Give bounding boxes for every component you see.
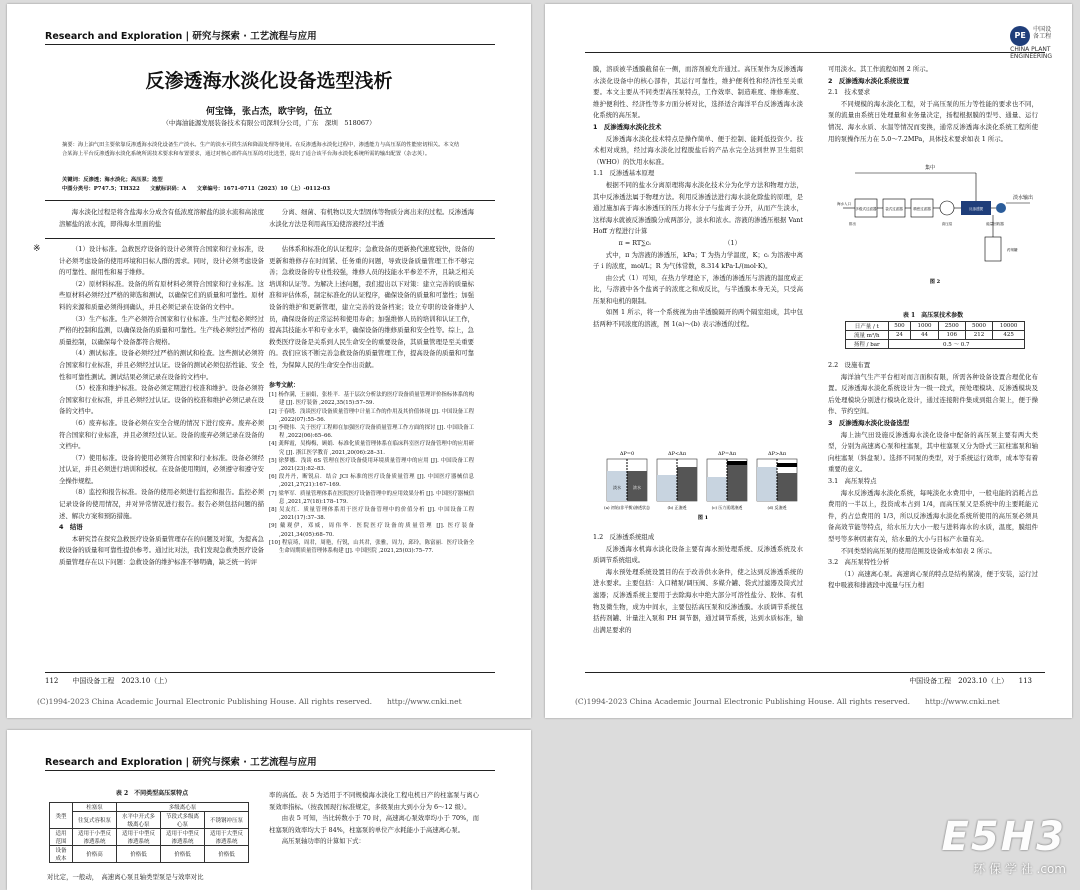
table-1-caption: 表 1 高压泵技术参数 [902, 312, 964, 319]
chemical-tank [985, 237, 1001, 261]
fresh-water-label: 淡水 [613, 485, 621, 490]
page-footer: 112 中国设备工程 2023.10（上） [45, 677, 172, 685]
header-rule [585, 52, 1045, 53]
authors: 何宝锋，张占杰，欧宇钧，伍立 [205, 107, 332, 117]
panel-b-caption: (b) 正渗透 [667, 505, 687, 510]
reference-item: [6] 段丹丹，断锐启．结合 JCI 标准的医疗设备质量管理 [J]. 中国医疗器械信息 ,2021,27(21):167–169. [269, 474, 474, 489]
flow-label: 海水入口 [837, 202, 851, 206]
panel-a-label: ΔP=0 [619, 451, 635, 457]
reference-item: [8] 吴友红．质量管理体系用于医疗设备管理中的价值分析 [J]. 中国设备工程 ,2021(17):37–38. [269, 506, 474, 522]
site-watermark: E5H3 环 保 学 社 .com [941, 814, 1066, 876]
osmosis-panel-a [604, 451, 651, 510]
table-1 [845, 321, 1025, 349]
column-left: 对比定，一般动， 高速离心泵且轴类型泵是与效率对比 [47, 873, 204, 881]
keywords: 关键词：反渗透；海水淡化；高压泵；选型 [62, 177, 163, 183]
abstract-rule [45, 200, 495, 201]
flow-label: 药剂罐 [1007, 248, 1018, 252]
formula: π = RT∑cᵢ （1） [618, 238, 741, 247]
panel-d-label: ΔP>Δπ [767, 451, 787, 457]
panel-c-caption: (c) 压力延缓渗透 [711, 505, 743, 510]
reference-item: [2] 于春晓．浅谈医疗设备质量管理中计量工作的作用及其价值体现 [J]. 中国设备工程 ,2022(07):55–56. [269, 408, 474, 423]
header-rule [45, 44, 495, 45]
flow-label: 高压泵 [941, 222, 953, 226]
flow-label: 排出 [849, 222, 856, 226]
reference-list [269, 391, 474, 555]
column-right: 率的高低。表 5 为适用于不同规模海水淡化工程电机日产的柱塞泵与离心泵效率指标。（按我国现行标准规定，多级泵由大到小分为 6～12 级）。 由表 5 可知，当比转数小于 70 时，高速离心泵效率均小于 70%，而柱塞泵的效率均大于 84%，柱塞泵的单位产水耗能小于高速离心泵。 高压泵轴功率的计算如下式： [269, 791, 479, 846]
page-114 [7, 730, 531, 890]
column-left: 膜，溶质被半透膜截留在一侧，而溶剂被允许通过。高压泵作为反渗透海水淡化设备中的核心部件，其运行可靠性，维护便利性和经济性至关重要。本文主要从不同类型高压泵特点，工作效率、制造难度、维修难度、维护便利性、经济性等多方面分析对比，选择适合海洋平台反渗透海水淡化系统的高压泵。 1 反渗透海水淡化技术 反渗透海水淡化技术特点是操作简单、便于控制、能耗低投资少。技术相对成熟，经过海水淡化过程脱盐后的产品水完全达到世界卫生组织（WHO）的饮用水标准。 1.1 反渗透基本原理 根据不同的盐水分离原理将海水淡化技术分为化学方法和物理方法，其中反渗透法属于物理方法。利用反渗透法进行海水淡化除盐的原理，是通过施加高于海水渗透压的压力将水分子与盐离子分开，从而产生淡水，这样海水就被反渗透膜分成两部分，淡水和浓水。溶液的渗透压根据 Vant Hoff 方程进行计算 π = RT∑cᵢ （1） 式中，π 为溶液的渗透压，kPa；T 为热力学温度，K；cᵢ 为溶液中离子 i 的浓度，mol/L；R 为气体常数，8.314 kPa·L/(mol·K)。 由公式（1）可知，在热力学理论下，渗透的渗透压与溶液的温度成正比，与溶液中各个盐离子的浓度之和成反比，与半透膜本身无关，只受高压泵和电机的限制。 如图 1 所示，将一个系统视为由半透膜隔开的两个隔室组成，其中包括两种不同浓度的溶液，图 1(a)～(b) 表示渗透的过程。 [593, 65, 803, 329]
page-113 [545, 4, 1072, 718]
table-row: 流量 m³/h 24 44 106 212 425 [846, 331, 1025, 340]
asterisk-mark: ※ [33, 244, 41, 254]
classification-meta: 中图分类号：P747.5；TH322 文献标识码：A 文章编号：1671-0711（2023）10（上）-0112-03 [62, 186, 331, 192]
table-row: 适用范围 适用于小型反渗透系统 适用于中型反渗透系统 适用于中型反渗透系统 适用于大型反渗透系统 [50, 829, 249, 846]
figure-1-osmosis-diagram [603, 447, 803, 522]
figure-2-caption: 图 2 [929, 279, 941, 285]
table-row: 设备成本 价格高 价格低 价格低 价格低 [50, 846, 249, 863]
flow-label: 淡水输出 [1013, 195, 1034, 201]
abstract: 摘要：海上油气田主要依靠反渗透海水淡化设备生产淡水。生产的淡水可供生活和降温处理等使用。在反渗透海水淡化过程中，渗透能力与高压泵的性能密切相关。本文结合某海上平台反渗透海水淡化系统所需技术要求和布置要求，通过对核心部件高压泵的对比选型，提出了适合该平台海水淡化系统所需的输出配置（杂志英）。 [62, 142, 460, 157]
column-right-lower: 2.2 设施布置 海洋油气生产平台相对而言面积有限，所需各种设备设置合理优化布置。反渗透海水淡化系统设计为一级一段式，预处理模块、反渗透模块及后处理模块分别进行模块化设计，通过连接附件集成到组合架上，便于操作、节约空间。 3 反渗透海水淡化设备选型 海上油气田设施反渗透海水淡化设备中配备的高压泵主要有两大类型，分别为高速离心泵和柱塞泵，其中柱塞泵又分为卧式三缸柱塞泵和轴向柱塞泵（斜盘泵）。选择不同泵的类型，对于系统运行效率，成本等有着重要的意义。 3.1 高压泵特点 海水反渗透海水淡化系统，每吨淡化水费用中，一般电能的消耗占总费用的一半以上，投资成本占到 1/4，而高压泵又是系统中的主要耗能元件，约占总费用的 1/3，所以反渗透海水淡化系统所使用的高压泵必须具备高效节能等特点，给水压力大小一般与进料海水的水质，温度，膜组件型号等多种因素有关，给水量的大小与目标产水量有关。 不同类型的高压泵的使用范围及设备成本如表 2 所示。 3.2 高压泵特性分析 （1）高速离心泵。高速离心泵的特点是结构紧凑，便于安装，运行过程中吸液和排液段中流量与压力相 [828, 361, 1038, 590]
panel-a-caption: (a) 初始(非平衡)渗透状态 [604, 505, 650, 510]
energy-recovery-symbol [996, 203, 1006, 213]
footer-rule [45, 672, 495, 673]
column-left: （1）设计标准。急救医疗设备的设计必须符合国家和行业标准，设计必须考虑设备的使用环境和目标人群的需求。同时，设计必须考虑设备的可靠性、耐用性和易于维修。 （2）原材料标准。设备的所有原材料必须符合国家和行业标准。这些原材料必须经过严格的筛选和测试，以确保它们的质量和可靠性。原材料的来源和质量必须得到确认，并且必须记录在设备的文档中。 （3）生产标准。生产必须符合国家和行业标准。生产过程必须经过严格的控制和监测，以确保设备的质量和可靠性。生产线必须经过严格的质量控制，以确保每个设备都符合规格。 （4）测试标准。设备必须经过严格的测试和检查。这些测试必须符合国家和行业标准，并且必须经过认证。设备的测试必须包括性能、安全性和可靠性测试。测试结果必须记录在设备的文档中。 （5）校准和维护标准。设备必须定期进行校准和维护。设备必须符合国家和行业标准，并且必须经过认证。设备的校准和维护必须记录在设备的文档中。 （6）废弃标准。设备必须在安全合规的情况下进行废弃。废弃必须符合国家和行业标准，并且必须经过认证。设备的废弃必须记录在设备的文档中。 （7）使用标准。设备的使用必须符合国家和行业标准。设备必须经过认证，并且必须进行培训和授权。在设备使用期间，必须遵守和遵守安全操作规程。 （8）监控和报告标准。设备的使用必须进行监控和报告。监控必须记录设备的使用情况，并对异常情况进行报告。报告必须包括问题的描述、解决方案和预防措施。 4 结语 本研究旨在探究急救医疗设备质量管理存在的问题及对策，为提高急救设备的质量和可靠性提供参考。通过比对法，我们发现急救类医疗设备质量管理存在以下问题：急救设备的维护标准不够明确，缺乏统一的评 [59, 245, 264, 567]
brine-label: 浓水 [633, 485, 641, 490]
table-row: 日产量 / t 500 1000 2500 5000 10000 [846, 322, 1025, 331]
osmosis-panel-c [707, 451, 747, 510]
flow-label: 袋式过滤器 [885, 207, 903, 211]
figure-1-caption: 图 1 [697, 515, 709, 521]
table-row: 类型 柱塞泵 多级离心泵 [50, 803, 249, 812]
paper-title: 反渗透海水淡化设备选型浅析 [145, 70, 393, 92]
journal-logo: PE 中国设备工程 CHINA PLANT ENGINEERING [1010, 26, 1052, 60]
table-row: 扬程 / bar 0.5 ～ 0.7 [846, 340, 1025, 349]
panel-d-caption: (d) 反渗透 [767, 505, 787, 510]
conclusion-heading: 4 结语 [59, 523, 83, 532]
flow-label: 多级式过滤器 [855, 207, 877, 211]
reference-item: [7] 梁华军．质量管理体系在医院医疗设备管理中的应用效果分析 [J]. 中国医疗器械信息 ,2021,27(18):178–179. [269, 490, 474, 505]
running-head: Research and Exploration | 研究与探索 · 工艺流程与应用 [45, 31, 317, 42]
reference-item: [5] 徐梦娜．浅谈 6S 管理在医疗设备使用环境质量管理中的应用 [J]. 中国设备工程 ,2021(23):82–83. [269, 457, 474, 472]
reference-item: [10] 程宸琦，周君，周艳，行锐，山其君，张雅，周力，邱玲，陈富丽．医疗设备全生命周期质量管理体系构建 [J]. 中国医院 ,2021,25(03):75–77. [269, 539, 474, 554]
header-rule [45, 770, 495, 771]
affiliation: （中海油能源发展装备技术有限公司深圳分公司，广东 深圳 518067） [162, 119, 376, 127]
figure-2-process-flow [835, 159, 1035, 289]
reference-item: [1] 杨作满，王丽娟，张桂平．基于层次分析法的医疗设备质量管理评价指标体系的构建 [J]. 医疗装备 ,2022,35(15):57–59. [269, 392, 474, 407]
page-footer: 中国设备工程 2023.10（上） 113 [909, 677, 1032, 685]
column-right: 估体系和标准化的认证程序；急救设备的更新换代速度较快，设备的更新和维修存在时间紧、任务重的问题，导致设备质量管理工作不够完善；急救设备的专业性较强，维修人员的技能水平参差不齐，且缺乏相关培训和认证等。为解决上述问题，我们提出以下对策：建立完善的质量标准和评估体系，制定标准化的认证程序，确保设备的质量和可靠性；加强设备的维护和更新管理，建立完善的设备档案；设立专职的设备维护人员，确保设备的正常运转和使用寿命；加强维修人员的培训和认证工作，提高其技能水平和专业水平，确保设备的维修质量和安全性等。综上，急救类医疗设备是关系到人民生命安全的重要设备，其质量管理是至关重要的。我们应该不断完善急救设备的质量管理工作，提高设备的质量和可靠性，为保障人民的生命安全作出贡献。 参考文献： [1] 杨作满，王丽娟，张桂平．基于层次分析法的医疗设备质量管理评价指标体系的构建 [J]. 医疗装备 ,2022,35(15):57–59. [2] 于春晓．浅谈医疗设备质量管理中计量工作的作用及其价值体现 [J]. 中国设备工程 ,2022(07):55–56. [3] 李晓伟．关于医疗工程师在加强医疗设备质量管理工作方面的探讨 [J]. 中国设备工程 ,2022(06):65–66. [4] 龚辉霞，吴梅梅，顾娟．标准化质量管理体系在临床科室医疗设备管理中的应用研究 [J]. 浙江医学教育 ,2021,20(06):28–31. [5] 徐梦娜．浅谈 6S 管理在医疗设备使用环境质量管理中的应用 [J]. 中国设备工程 ,2021(23):82–83. [6] 段丹丹，断锐启．结合 JCI 标准的医疗设备质量管理 [J]. 中国医疗器械信息 ,2021,27(21):167–169. [7] 梁华军．质量管理体系在医院医疗设备管理中的应用效果分析 [J]. 中国医疗器械信息 ,2021,27(18):178–179. [8] 吴友红．质量管理体系用于医疗设备管理中的价值分析 [J]. 中国设备工程 ,2021(17):37–38. [9] 戴观伊，邓威，周伟华．医院医疗设备的质量管理 [J]. 医疗装备 ,2021,34(05):68–70. [10] 程宸琦，周君，周艳，行锐，山其君，张雅，周力，邱玲，陈富丽．医疗设备全生命周期质量管理体系构建 [J]. 中国医院 ,2021,25(03):75–77. [269, 245, 474, 554]
panel-c-label: ΔP=Δπ [717, 451, 737, 457]
flow-label: 能量回收器 [986, 222, 1004, 226]
page-112 [7, 4, 531, 718]
reference-item: [4] 龚辉霞，吴梅梅，顾娟．标准化质量管理体系在临床科室医疗设备管理中的应用研究 [J]. 浙江医学教育 ,2021,20(06):28–31. [269, 441, 474, 456]
table-2-caption: 表 2 不同类型高压泵特点 [115, 790, 189, 797]
copyright: (C)1994-2023 China Academic Journal Electronic Publishing House. All rights reserved. http://www.cnki.net [575, 697, 1000, 706]
copyright: (C)1994-2023 China Academic Journal Electronic Publishing House. All rights reserved. http://www.cnki.net [37, 697, 462, 706]
column-left-lower: 1.2 反渗透系统组成 反渗透海水机海水淡化设备主要有海水预处理系统、反渗透系统及水质调节系统组成。 海水预处理系统设置目的在于改善供水条件，使之达到反渗透系统的进水要求。主要包括：入口精泵/调压阀、多媒介罐、袋式过滤器及筒式过滤器；反渗透系统主要用于去除海水中绝大部分可溶性盐分、胶体、有机物及微生物，成为中间水，主要包括高压泵和反渗透膜。水质调节系统包括药剂罐、计量注入泵和 PH 调节器，通过调节系统，达到水质标准，输出满足要求的 [593, 533, 803, 634]
flow-label: 集中 [925, 165, 936, 171]
intro-left: 海水淡化过程是将含盐海水分成含有低浓度溶解盐的淡水流和高浓度溶解盐的浓水流，即得海水里面的盐 [59, 208, 264, 228]
table-row: 往复式容积泵 水平中开式多级离心泵 节段式多级离心泵 不锈钢冲压泵 [50, 812, 249, 829]
osmosis-panel-b [657, 451, 697, 510]
running-head: Research and Exploration | 研究与探索 · 工艺流程与应用 [45, 757, 317, 768]
reference-item: [3] 李晓伟．关于医疗工程师在加强医疗设备质量管理工作方面的探讨 [J]. 中国设备工程 ,2022(06):65–66. [269, 424, 474, 440]
flow-label: 精密过滤器 [913, 207, 931, 211]
references-heading: 参考文献： [269, 381, 300, 389]
table-2 [49, 802, 249, 863]
footer-rule [585, 672, 1045, 673]
intro-rule [45, 238, 495, 239]
column-right-top: 可用淡水。其工作流程如图 2 所示。 2 反渗透海水淡化系统设置 2.1 技术要求 不同规模的海水淡化工程，对于高压泵的压力等性能的要求也不同，泵的流量由系统日处理量和业务量决定，扬程根据膜的型号、通量、运行情况、海水水质、水温等情况而变换，通常反渗透海水淡化系统工程所使用的泵操作压力在 5.0～7.2MPa，具体技术要求如表 1 所示。 [828, 65, 1038, 143]
osmosis-panel-d [757, 451, 797, 510]
panel-b-label: ΔP<Δπ [667, 451, 687, 457]
reference-item: [9] 戴观伊，邓威，周伟华．医院医疗设备的质量管理 [J]. 医疗装备 ,2021,34(05):68–70. [269, 523, 474, 538]
logo-icon: PE [1010, 26, 1030, 46]
flow-label: 反渗透膜 [969, 207, 983, 211]
high-pressure-pump-symbol [940, 201, 954, 215]
intro-right: 分离、细菌、有机物以及大型固体等物质分离出来的过程。反渗透海水淡化方法是利用高压迫使溶液经过半透 [269, 208, 474, 228]
